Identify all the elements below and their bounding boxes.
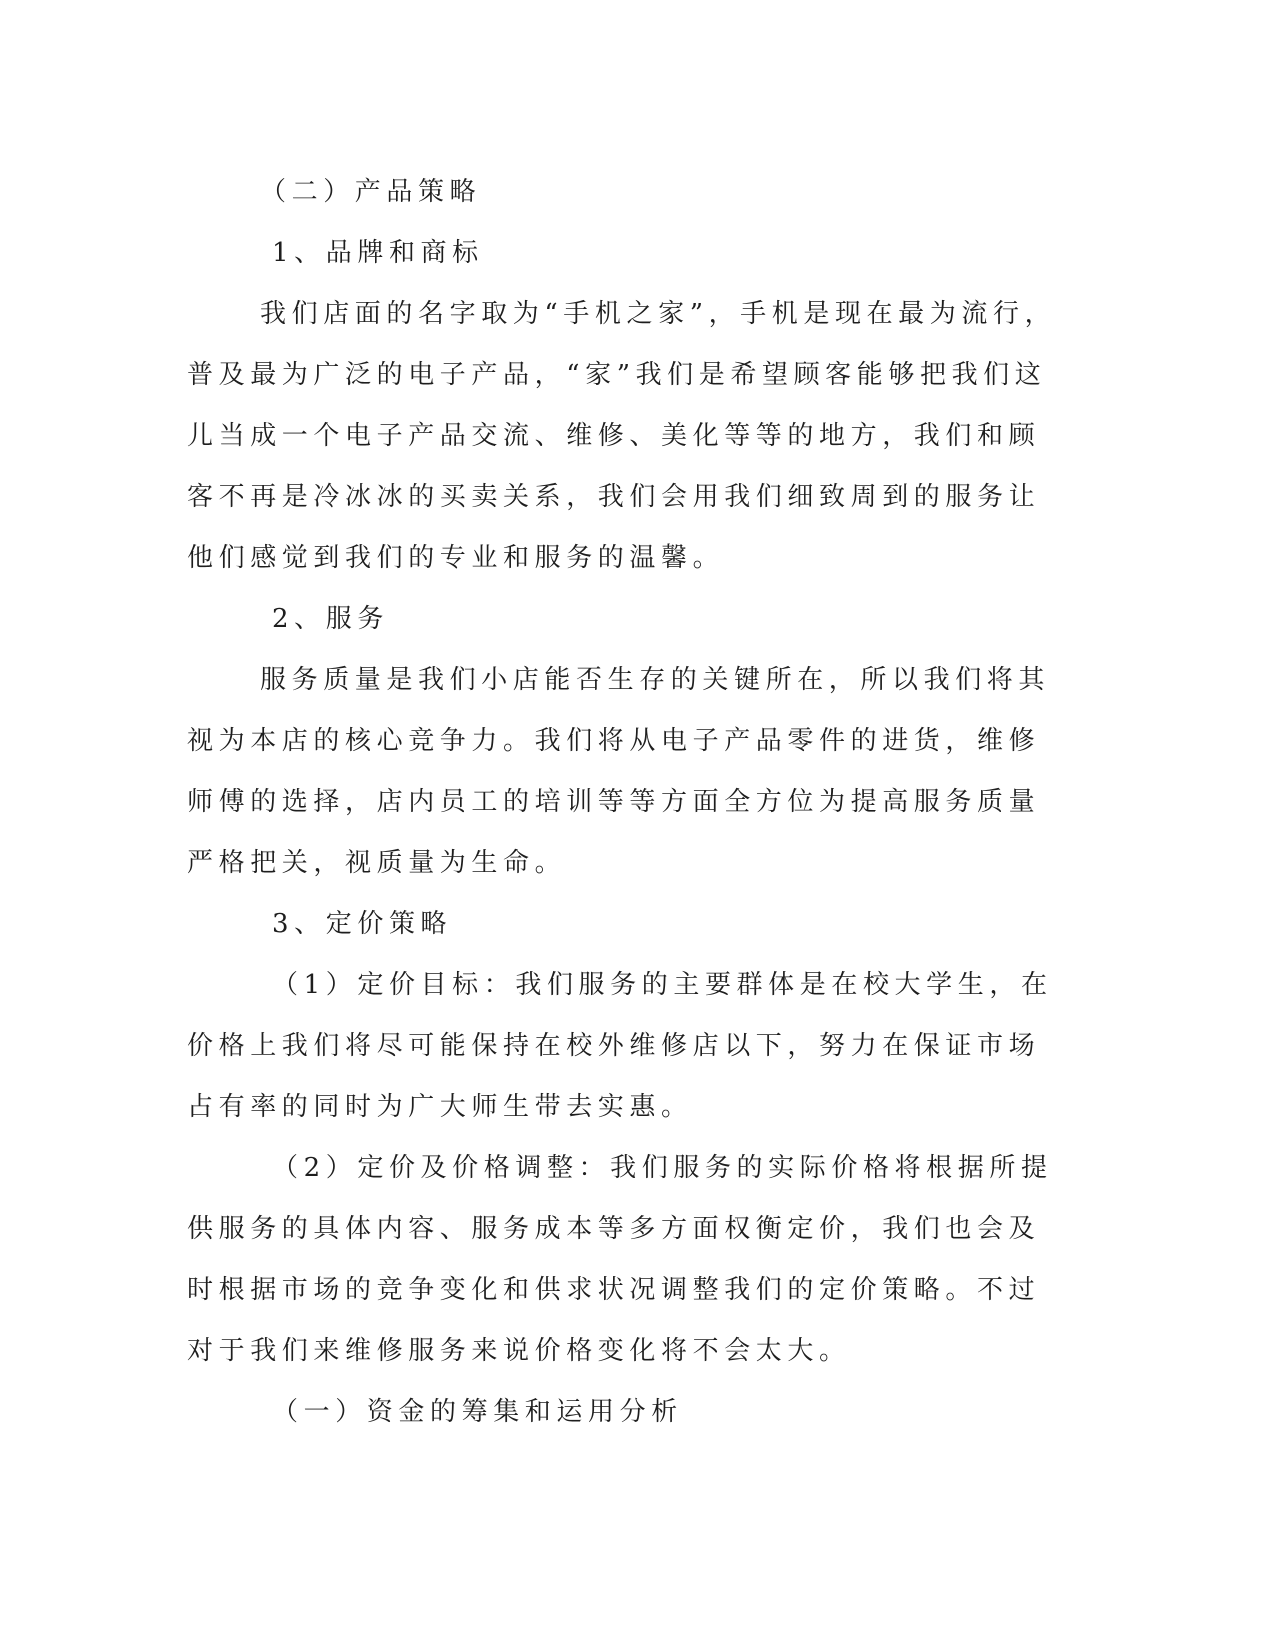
paragraph-service-quality: 服务质量是我们小店能否生存的关键所在，所以我们将其视为本店的核心竞争力。我们将从电子产品零件的进货，维修师傅的选择，店内员工的培训等等方面全方位为提高服务质量严格把关，视质量为生命。 [187, 665, 1051, 878]
paragraph-pricing-adjustment: （2）定价及价格调整：我们服务的实际价格将根据所提供服务的具体内容、服务成本等多方面权衡定价，我们也会及时根据市场的竞争变化和供求状况调整我们的定价策略。不过对于我们来维修服务来说价格变化将不会太大。 [187, 1153, 1053, 1366]
paragraph-store-name: 我们店面的名字取为“手机之家”，手机是现在最为流行，普及最为广泛的电子产品，“家”我们是希望顾客能够把我们这儿当成一个电子产品交流、维修、美化等等的地方，我们和顾客不再是冷冰冰的买卖关系，我们会用我们细致周到的服务让他们感觉到我们的专业和服务的温馨。 [187, 299, 1057, 573]
heading-service: 2、服务 [272, 604, 389, 634]
section-heading-product-strategy: （二）产品策略 [260, 177, 482, 207]
heading-funding-analysis: （一）资金的筹集和运用分析 [272, 1397, 683, 1427]
paragraph-pricing-goal: （1）定价目标：我们服务的主要群体是在校大学生，在价格上我们将尽可能保持在校外维修店以下，努力在保证市场占有率的同时为广大师生带去实惠。 [187, 970, 1053, 1122]
heading-brand-trademark: 1、品牌和商标 [272, 238, 484, 268]
heading-pricing-strategy: 3、定价策略 [272, 909, 453, 939]
document-body [187, 162, 1067, 1443]
